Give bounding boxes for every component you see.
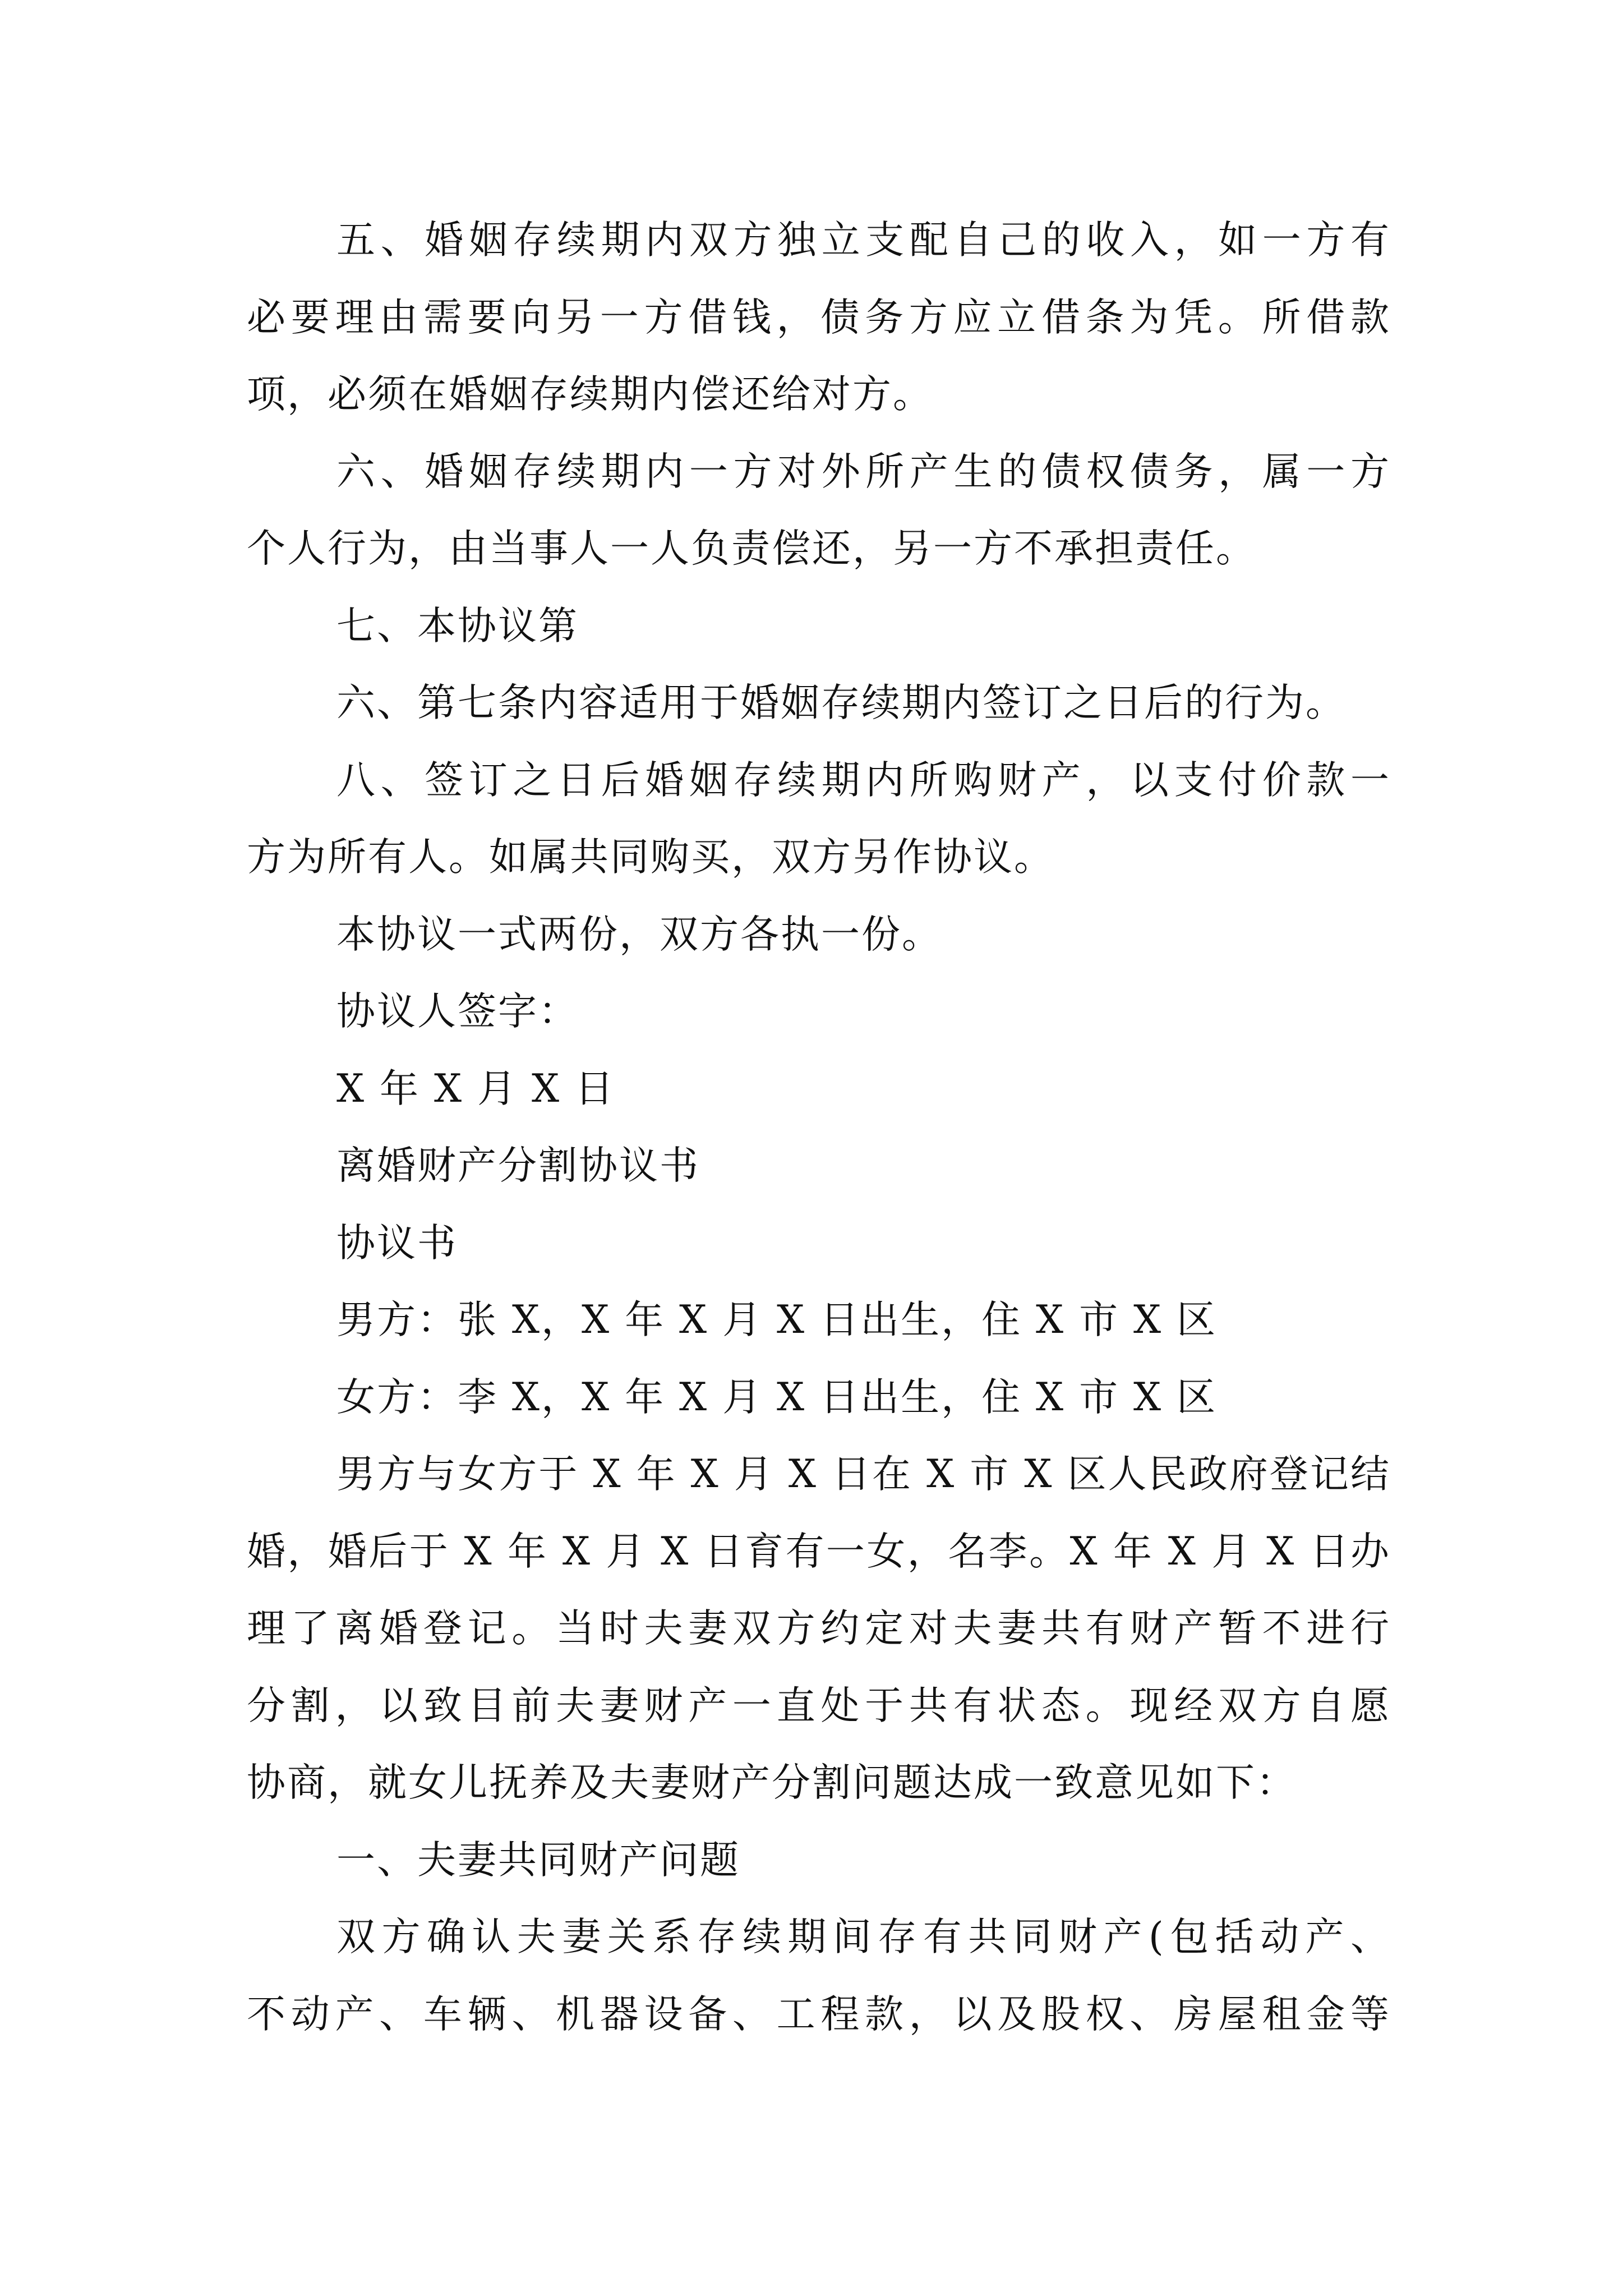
paragraph-5-line-2: 必要理由需要向另一方借钱，债务方应立借条为凭。所借款 xyxy=(247,295,1391,340)
background-line-4: 分割，以致目前夫妻财产一直处于共有状态。现经双方自愿 xyxy=(247,1683,1391,1728)
section-title: 离婚财产分割协议书 xyxy=(336,1143,700,1188)
paragraph-7-line-2: 六、第七条内容适用于婚姻存续期内签订之日后的行为。 xyxy=(336,680,1346,725)
party-male: 男方：张 X，X 年 X 月 X 日出生，住 X 市 X 区 xyxy=(336,1297,1218,1342)
document-body xyxy=(247,202,1391,2053)
agreement-heading: 协议书 xyxy=(336,1220,458,1266)
background-line-2: 婚，婚后于 X 年 X 月 X 日育有一女，名李。X 年 X 月 X 日办 xyxy=(247,1529,1391,1574)
clause-1-line-2: 不动产、车辆、机器设备、工程款，以及股权、房屋租金等 xyxy=(247,1991,1391,2037)
background-line-1: 男方与女方于 X 年 X 月 X 日在 X 市 X 区人民政府登记结 xyxy=(336,1452,1391,1497)
signature-date: X 年 X 月 X 日 xyxy=(336,1066,616,1111)
clause-1-line-1: 双方确认夫妻关系存续期间存有共同财产(包括动产、 xyxy=(336,1915,1391,1959)
paragraph-6-line-2: 个人行为，由当事人一人负责偿还，另一方不承担责任。 xyxy=(247,526,1256,571)
copies-clause: 本协议一式两份，双方各执一份。 xyxy=(336,912,942,957)
background-line-3: 理了离婚登记。当时夫妻双方约定对夫妻共有财产暂不进行 xyxy=(247,1606,1391,1651)
paragraph-5-line-1: 五、婚姻存续期内双方独立支配自己的收入，如一方有 xyxy=(336,218,1391,263)
paragraph-8-line-2: 方为所有人。如属共同购买，双方另作协议。 xyxy=(247,835,1054,880)
signature-label: 协议人签字： xyxy=(336,989,579,1034)
party-female: 女方：李 X，X 年 X 月 X 日出生，住 X 市 X 区 xyxy=(336,1374,1218,1420)
paragraph-6-line-1: 六、婚姻存续期内一方对外所产生的债权债务，属一方 xyxy=(336,449,1391,494)
background-line-5: 协商，就女儿抚养及夫妻财产分割问题达成一致意见如下： xyxy=(247,1760,1297,1805)
clause-1-heading: 一、夫妻共同财产问题 xyxy=(336,1837,740,1883)
paragraph-8-line-1: 八、签订之日后婚姻存续期内所购财产，以支付价款一 xyxy=(336,757,1391,803)
paragraph-5-line-3: 项，必须在婚姻存续期内偿还给对方。 xyxy=(247,372,933,417)
paragraph-7-line-1: 七、本协议第 xyxy=(336,603,579,648)
